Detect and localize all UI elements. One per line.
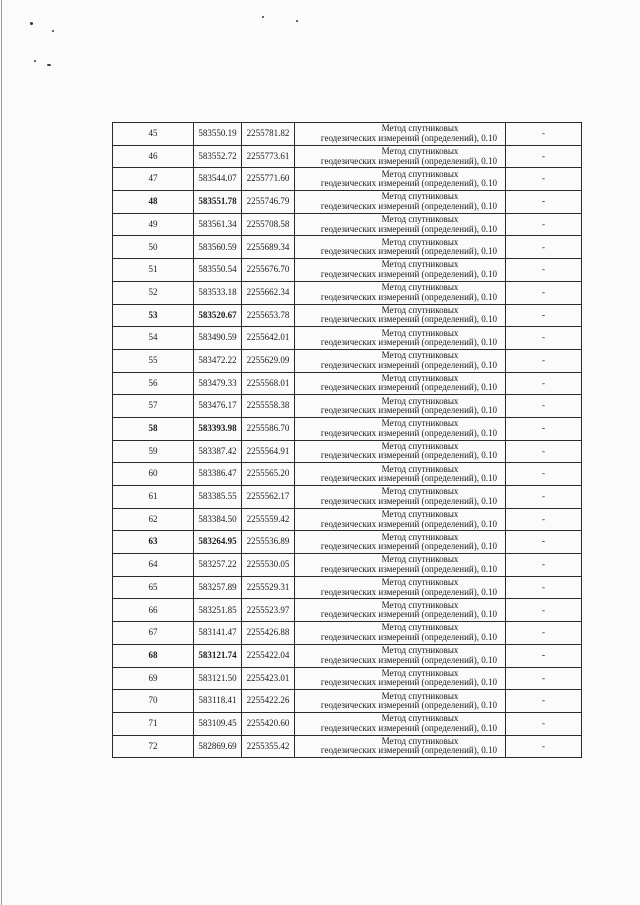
y-coordinate-cell: 2255523.97 <box>242 599 295 622</box>
x-coordinate-cell: 583490.59 <box>194 327 242 350</box>
y-coordinate-cell: 2255662.34 <box>242 281 295 304</box>
y-coordinate-cell: 2255355.42 <box>242 735 295 758</box>
method-cell <box>295 327 506 350</box>
method-line-1: Метод спутниковых <box>381 645 459 656</box>
point-number-cell: 55 <box>113 349 194 372</box>
y-coordinate-cell: 2255536.89 <box>242 531 295 554</box>
x-coordinate-cell: 583386.47 <box>194 463 242 486</box>
y-coordinate-cell: 2255568.01 <box>242 372 295 395</box>
point-number-cell: 68 <box>113 644 194 667</box>
y-coordinate-cell: 2255642.01 <box>242 327 295 350</box>
method-cell <box>295 576 506 599</box>
method-cell <box>295 372 506 395</box>
method-line-2: геодезических измерений (определений), 0.10 <box>320 518 497 529</box>
scan-edge <box>1 0 2 905</box>
method-line-2: геодезических измерений (определений), 0.10 <box>320 495 497 506</box>
method-cell <box>295 735 506 758</box>
method-cell <box>295 191 506 214</box>
method-line-2: геодезических измерений (определений), 0.10 <box>320 223 497 234</box>
y-coordinate-cell: 2255629.09 <box>242 349 295 372</box>
dash-cell: - <box>506 236 582 259</box>
method-line-1: Метод спутниковых <box>381 304 459 315</box>
table-row <box>113 690 582 713</box>
point-number-cell: 61 <box>113 486 194 509</box>
method-cell <box>295 236 506 259</box>
method-line-1: Метод спутниковых <box>381 123 459 134</box>
method-cell <box>295 304 506 327</box>
table-row <box>113 735 582 758</box>
x-coordinate-cell: 583551.78 <box>194 191 242 214</box>
x-coordinate-cell: 583257.89 <box>194 576 242 599</box>
method-cell <box>295 281 506 304</box>
table-row <box>113 395 582 418</box>
dash-cell: - <box>506 554 582 577</box>
y-coordinate-cell: 2255422.04 <box>242 644 295 667</box>
y-coordinate-cell: 2255771.60 <box>242 168 295 191</box>
method-cell <box>295 395 506 418</box>
table-row <box>113 191 582 214</box>
table-row <box>113 304 582 327</box>
y-coordinate-cell: 2255530.05 <box>242 554 295 577</box>
method-cell <box>295 349 506 372</box>
method-line-2: геодезических измерений (определений), 0.10 <box>320 291 497 302</box>
point-number-cell: 45 <box>113 123 194 146</box>
method-line-2: геодезических измерений (определений), 0.10 <box>320 155 497 166</box>
dash-cell: - <box>506 667 582 690</box>
x-coordinate-cell: 583385.55 <box>194 486 242 509</box>
method-line-2: геодезических измерений (определений), 0.10 <box>320 427 497 438</box>
method-line-2: геодезических измерений (определений), 0.10 <box>320 405 497 416</box>
dash-cell: - <box>506 213 582 236</box>
method-cell <box>295 667 506 690</box>
dash-cell: - <box>506 304 582 327</box>
method-cell <box>295 417 506 440</box>
dash-cell: - <box>506 145 582 168</box>
dash-cell: - <box>506 191 582 214</box>
method-line-1: Метод спутниковых <box>381 146 459 157</box>
table-row <box>113 599 582 622</box>
method-cell <box>295 554 506 577</box>
x-coordinate-cell: 583560.59 <box>194 236 242 259</box>
table-row <box>113 508 582 531</box>
x-coordinate-cell: 582869.69 <box>194 735 242 758</box>
dash-cell: - <box>506 531 582 554</box>
method-cell <box>295 463 506 486</box>
y-coordinate-cell: 2255420.60 <box>242 712 295 735</box>
method-line-2: геодезических измерений (определений), 0.10 <box>320 745 497 756</box>
table-row <box>113 440 582 463</box>
dash-cell: - <box>506 622 582 645</box>
method-line-1: Метод спутниковых <box>381 259 459 270</box>
method-cell <box>295 440 506 463</box>
method-cell <box>295 599 506 622</box>
method-line-2: геодезических измерений (определений), 0.10 <box>320 314 497 325</box>
x-coordinate-cell: 583141.47 <box>194 622 242 645</box>
y-coordinate-cell: 2255529.31 <box>242 576 295 599</box>
y-coordinate-cell: 2255586.70 <box>242 417 295 440</box>
x-coordinate-cell: 583552.72 <box>194 145 242 168</box>
dash-cell: - <box>506 463 582 486</box>
method-line-2: геодезических измерений (определений), 0.10 <box>320 609 497 620</box>
point-number-cell: 54 <box>113 327 194 350</box>
x-coordinate-cell: 583384.50 <box>194 508 242 531</box>
table-row <box>113 327 582 350</box>
method-line-1: Метод спутниковых <box>381 372 459 383</box>
x-coordinate-cell: 583520.67 <box>194 304 242 327</box>
x-coordinate-cell: 583264.95 <box>194 531 242 554</box>
y-coordinate-cell: 2255423.01 <box>242 667 295 690</box>
dash-cell: - <box>506 168 582 191</box>
dash-cell: - <box>506 440 582 463</box>
x-coordinate-cell: 583257.22 <box>194 554 242 577</box>
dash-cell: - <box>506 690 582 713</box>
point-number-cell: 65 <box>113 576 194 599</box>
method-line-2: геодезических измерений (определений), 0.10 <box>320 654 497 665</box>
method-line-1: Метод спутниковых <box>381 418 459 429</box>
method-line-1: Метод спутниковых <box>381 735 459 746</box>
table-row <box>113 145 582 168</box>
y-coordinate-cell: 2255559.42 <box>242 508 295 531</box>
table-row <box>113 372 582 395</box>
method-line-2: геодезических измерений (определений), 0.10 <box>320 132 497 143</box>
y-coordinate-cell: 2255565.20 <box>242 463 295 486</box>
scan-speck <box>30 22 33 25</box>
x-coordinate-cell: 583251.85 <box>194 599 242 622</box>
method-line-2: геодезических измерений (определений), 0.10 <box>320 563 497 574</box>
method-line-1: Метод спутниковых <box>381 282 459 293</box>
table-row <box>113 349 582 372</box>
y-coordinate-cell: 2255689.34 <box>242 236 295 259</box>
dash-cell: - <box>506 417 582 440</box>
method-line-1: Метод спутниковых <box>381 554 459 565</box>
method-line-2: геодезических измерений (определений), 0.10 <box>320 178 497 189</box>
method-line-1: Метод спутниковых <box>381 690 459 701</box>
x-coordinate-cell: 583533.18 <box>194 281 242 304</box>
method-line-2: геодезических измерений (определений), 0.10 <box>320 541 497 552</box>
x-coordinate-cell: 583544.07 <box>194 168 242 191</box>
scan-speck <box>34 60 36 62</box>
method-cell <box>295 531 506 554</box>
x-coordinate-cell: 583479.33 <box>194 372 242 395</box>
dash-cell: - <box>506 712 582 735</box>
x-coordinate-cell: 583387.42 <box>194 440 242 463</box>
method-line-2: геодезических измерений (определений), 0.10 <box>320 586 497 597</box>
point-number-cell: 63 <box>113 531 194 554</box>
table-row <box>113 486 582 509</box>
point-number-cell: 66 <box>113 599 194 622</box>
dash-cell: - <box>506 395 582 418</box>
method-cell <box>295 123 506 146</box>
table-row <box>113 236 582 259</box>
x-coordinate-cell: 583550.54 <box>194 259 242 282</box>
method-line-2: геодезических измерений (определений), 0.10 <box>320 631 497 642</box>
method-line-1: Метод спутниковых <box>381 395 459 406</box>
point-number-cell: 67 <box>113 622 194 645</box>
table-row <box>113 644 582 667</box>
table-row <box>113 168 582 191</box>
method-line-1: Метод спутниковых <box>381 509 459 520</box>
table-row <box>113 667 582 690</box>
method-cell <box>295 690 506 713</box>
method-line-2: геодезических измерений (определений), 0.10 <box>320 677 497 688</box>
method-cell <box>295 508 506 531</box>
table-row <box>113 123 582 146</box>
method-line-1: Метод спутниковых <box>381 191 459 202</box>
method-line-2: геодезических измерений (определений), 0.10 <box>320 246 497 257</box>
x-coordinate-cell: 583121.50 <box>194 667 242 690</box>
dash-cell: - <box>506 576 582 599</box>
method-line-2: геодезических измерений (определений), 0.10 <box>320 359 497 370</box>
method-line-2: геодезических измерений (определений), 0.10 <box>320 200 497 211</box>
x-coordinate-cell: 583109.45 <box>194 712 242 735</box>
method-cell <box>295 712 506 735</box>
scan-speck <box>296 20 298 22</box>
coordinates-table <box>112 122 582 758</box>
method-cell <box>295 644 506 667</box>
point-number-cell: 69 <box>113 667 194 690</box>
dash-cell: - <box>506 372 582 395</box>
dash-cell: - <box>506 486 582 509</box>
table-row <box>113 463 582 486</box>
method-line-1: Метод спутниковых <box>381 168 459 179</box>
x-coordinate-cell: 583561.34 <box>194 213 242 236</box>
method-cell <box>295 259 506 282</box>
method-cell <box>295 622 506 645</box>
y-coordinate-cell: 2255558.38 <box>242 395 295 418</box>
point-number-cell: 50 <box>113 236 194 259</box>
method-cell <box>295 213 506 236</box>
table-row <box>113 576 582 599</box>
method-line-1: Метод спутниковых <box>381 214 459 225</box>
table-row <box>113 281 582 304</box>
method-line-1: Метод спутниковых <box>381 236 459 247</box>
method-line-1: Метод спутниковых <box>381 440 459 451</box>
point-number-cell: 72 <box>113 735 194 758</box>
method-line-1: Метод спутниковых <box>381 486 459 497</box>
y-coordinate-cell: 2255746.79 <box>242 191 295 214</box>
method-line-1: Метод спутниковых <box>381 577 459 588</box>
point-number-cell: 59 <box>113 440 194 463</box>
y-coordinate-cell: 2255773.61 <box>242 145 295 168</box>
y-coordinate-cell: 2255426.88 <box>242 622 295 645</box>
method-line-2: геодезических измерений (определений), 0.10 <box>320 722 497 733</box>
table-row <box>113 213 582 236</box>
dash-cell: - <box>506 281 582 304</box>
dash-cell: - <box>506 508 582 531</box>
table-row <box>113 712 582 735</box>
method-cell <box>295 486 506 509</box>
method-line-1: Метод спутниковых <box>381 463 459 474</box>
scan-speck <box>262 16 264 18</box>
table-row <box>113 531 582 554</box>
point-number-cell: 58 <box>113 417 194 440</box>
x-coordinate-cell: 583118.41 <box>194 690 242 713</box>
x-coordinate-cell: 583121.74 <box>194 644 242 667</box>
method-line-1: Метод спутниковых <box>381 327 459 338</box>
dash-cell: - <box>506 327 582 350</box>
dash-cell: - <box>506 123 582 146</box>
point-number-cell: 46 <box>113 145 194 168</box>
x-coordinate-cell: 583393.98 <box>194 417 242 440</box>
dash-cell: - <box>506 349 582 372</box>
method-line-1: Метод спутниковых <box>381 531 459 542</box>
method-line-2: геодезических измерений (определений), 0.10 <box>320 268 497 279</box>
x-coordinate-cell: 583550.19 <box>194 123 242 146</box>
dash-cell: - <box>506 735 582 758</box>
table-row <box>113 417 582 440</box>
dash-cell: - <box>506 599 582 622</box>
y-coordinate-cell: 2255562.17 <box>242 486 295 509</box>
point-number-cell: 71 <box>113 712 194 735</box>
method-line-2: геодезических измерений (определений), 0.10 <box>320 450 497 461</box>
y-coordinate-cell: 2255708.58 <box>242 213 295 236</box>
dash-cell: - <box>506 259 582 282</box>
point-number-cell: 70 <box>113 690 194 713</box>
x-coordinate-cell: 583472.22 <box>194 349 242 372</box>
method-line-1: Метод спутниковых <box>381 599 459 610</box>
method-line-1: Метод спутниковых <box>381 622 459 633</box>
y-coordinate-cell: 2255422.26 <box>242 690 295 713</box>
table-row <box>113 554 582 577</box>
point-number-cell: 48 <box>113 191 194 214</box>
y-coordinate-cell: 2255676.70 <box>242 259 295 282</box>
method-line-1: Метод спутниковых <box>381 667 459 678</box>
scan-speck <box>52 30 54 32</box>
point-number-cell: 51 <box>113 259 194 282</box>
point-number-cell: 52 <box>113 281 194 304</box>
table-row <box>113 259 582 282</box>
point-number-cell: 53 <box>113 304 194 327</box>
point-number-cell: 49 <box>113 213 194 236</box>
method-line-2: геодезических измерений (определений), 0.10 <box>320 337 497 348</box>
point-number-cell: 56 <box>113 372 194 395</box>
x-coordinate-cell: 583476.17 <box>194 395 242 418</box>
method-cell <box>295 145 506 168</box>
method-line-1: Метод спутниковых <box>381 713 459 724</box>
method-cell <box>295 168 506 191</box>
method-line-2: геодезических измерений (определений), 0.10 <box>320 473 497 484</box>
y-coordinate-cell: 2255564.91 <box>242 440 295 463</box>
point-number-cell: 47 <box>113 168 194 191</box>
method-line-1: Метод спутниковых <box>381 350 459 361</box>
dash-cell: - <box>506 644 582 667</box>
method-line-2: геодезических измерений (определений), 0.10 <box>320 700 497 711</box>
y-coordinate-cell: 2255653.78 <box>242 304 295 327</box>
method-line-2: геодезических измерений (определений), 0.10 <box>320 382 497 393</box>
coordinates-table-body <box>113 123 582 758</box>
point-number-cell: 64 <box>113 554 194 577</box>
scan-speck <box>47 64 51 66</box>
point-number-cell: 60 <box>113 463 194 486</box>
point-number-cell: 62 <box>113 508 194 531</box>
y-coordinate-cell: 2255781.82 <box>242 123 295 146</box>
table-row <box>113 622 582 645</box>
point-number-cell: 57 <box>113 395 194 418</box>
